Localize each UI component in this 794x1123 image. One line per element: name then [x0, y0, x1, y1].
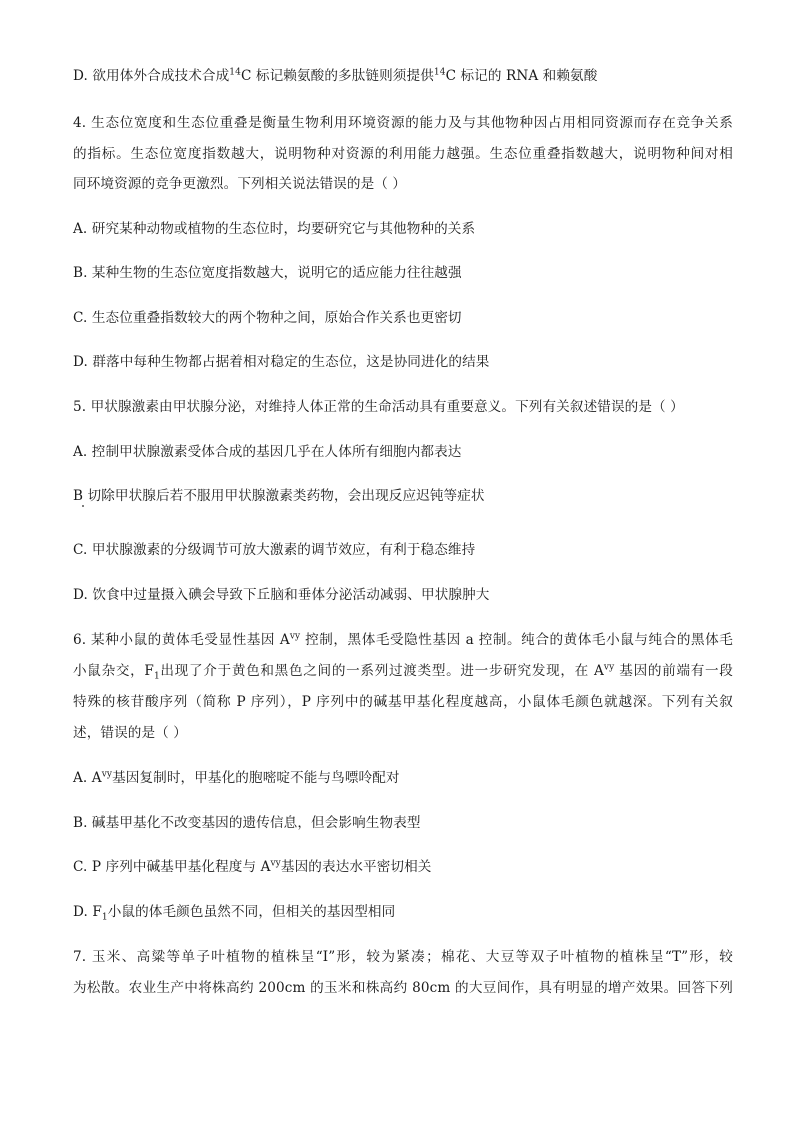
q6-option-b: B. 碱基甲基化不改变基因的遗传信息，但会影响生物表型: [73, 815, 421, 831]
stray-dot: [82, 505, 84, 507]
q4-stem-line-1: 4. 生态位宽度和生态位重叠是衡量生物利用环境资源的能力及与其他物种因占用相同资源而存在竞争关系: [73, 115, 733, 131]
q6-stem-line-2: 小鼠杂交，$F_1$出现了介于黄色和黑色之间的一系列过渡类型。进一步研究发现，在 $A^{vy}$ 基因的前端有一段: [73, 662, 733, 682]
q6-option-c: C. P 序列中碱基甲基化程度与 $A^{vy}$基因的表达水平密切相关: [73, 858, 432, 875]
q4-stem-line-2: 的指标。生态位宽度指数越大，说明物种对资源的利用能力越强。生态位重叠指数越大，说明物种间对相: [73, 146, 733, 162]
q5-option-d: D. 饮食中过量摄入碘会导致下丘脑和垂体分泌活动减弱、甲状腺肿大: [73, 587, 490, 603]
q7-stem-line-1: 7. 玉米、高粱等单子叶植物的植株呈“I”形，较为紧凑；棉花、大豆等双子叶植物的植株呈“T”形，较: [73, 949, 733, 965]
q5-stem: 5. 甲状腺激素由甲状腺分泌，对维持人体正常的生命活动具有重要意义。下列有关叙述错误的是（ ）: [73, 399, 684, 415]
q4-option-c: C. 生态位重叠指数较大的两个物种之间，原始合作关系也更密切: [73, 310, 462, 326]
q6-stem-line-3: 特殊的核苷酸序列（简称 P 序列），P 序列中的碱基甲基化程度越高，小鼠体毛颜色就越深。下列有关叙: [73, 694, 733, 710]
q6-option-d: D. $F_1$小鼠的体毛颜色虽然不同，但相关的基因型相同: [73, 904, 396, 923]
q5-option-c: C. 甲状腺激素的分级调节可放大激素的调节效应，有利于稳态维持: [73, 542, 476, 558]
q6-stem-line-4: 述，错误的是（ ）: [73, 725, 187, 741]
q4-option-b: B. 某种生物的生态位宽度指数越大，说明它的适应能力往往越强: [73, 265, 462, 281]
q4-option-d: D. 群落中每种生物都占据着相对稳定的生态位，这是协同进化的结果: [73, 354, 490, 370]
q5-option-b: B 切除甲状腺后若不服用甲状腺激素类药物，会出现反应迟钝等症状: [73, 488, 485, 504]
q6-option-a: A. $A^{vy}$基因复制时，甲基化的胞嘧啶不能与鸟嘌呤配对: [73, 769, 400, 786]
q5-option-a: A. 控制甲状腺激素受体合成的基因几乎在人体所有细胞内都表达: [73, 444, 462, 460]
q6-stem-line-1: 6. 某种小鼠的黄体毛受显性基因 $A^{vy}$ 控制，黑体毛受隐性基因 a 控制。纯合的黄体毛小鼠与纯合的黑体毛: [73, 631, 733, 648]
q3-option-d: D. 欲用体外合成技术合成$^{14}$C 标记赖氨酸的多肽链则须提供$^{14}$C 标记的 RNA 和赖氨酸: [73, 67, 598, 84]
q7-stem-line-2: 为松散。农业生产中将株高约 200cm 的玉米和株高约 80cm 的大豆间作，具有明显的增产效果。回答下列: [73, 980, 733, 996]
q4-stem-line-3: 同环境资源的竞争更激烈。下列相关说法错误的是（ ）: [73, 176, 407, 192]
q4-option-a: A. 研究某种动物或植物的生态位时，均要研究它与其他物种的关系: [73, 221, 476, 237]
